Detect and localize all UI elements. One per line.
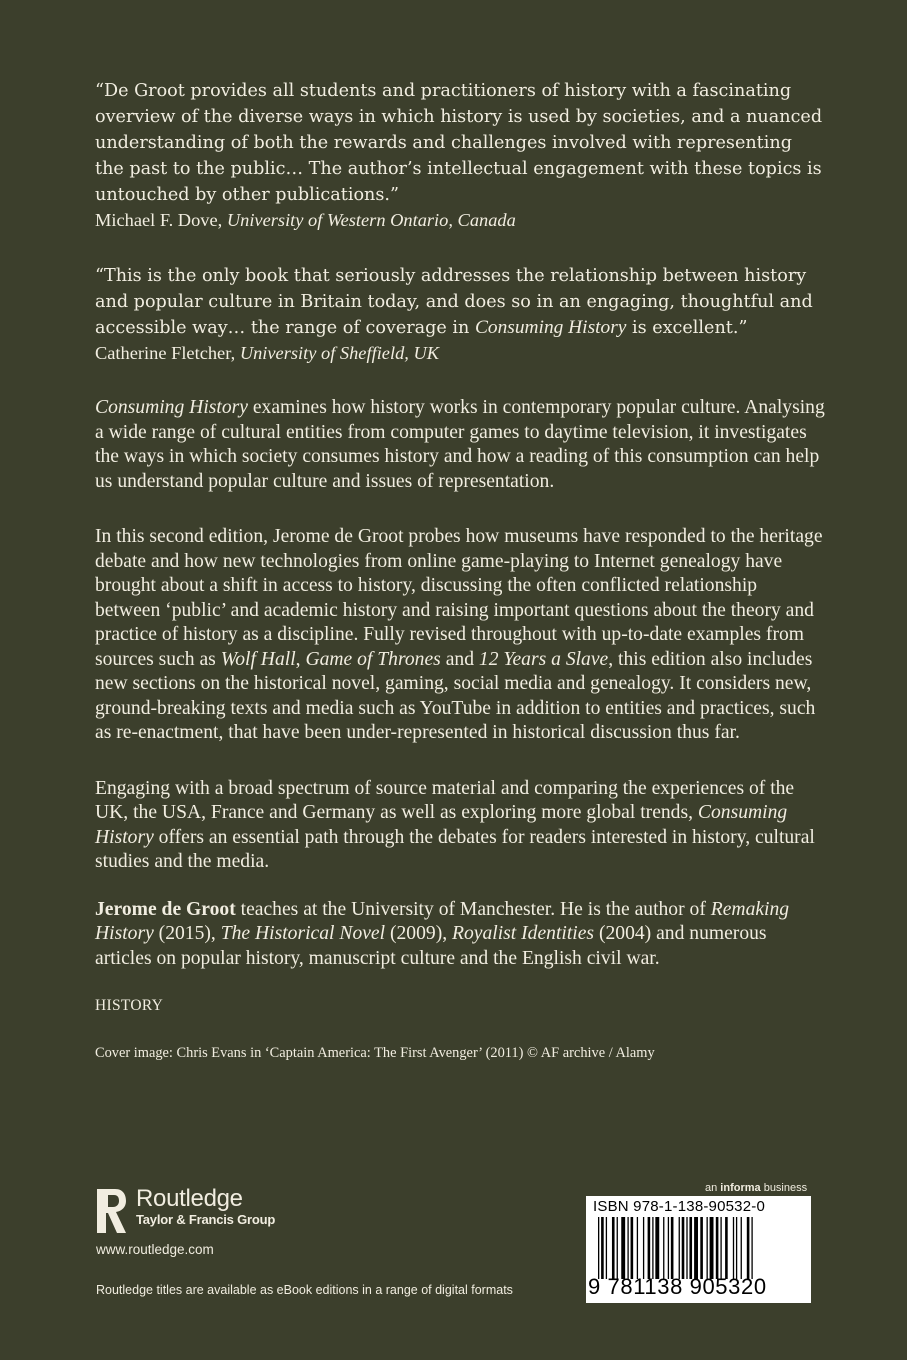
barcode-bar [707, 1217, 708, 1279]
barcode-bar [637, 1217, 638, 1279]
author-bio [95, 898, 825, 972]
barcode-bar [617, 1217, 618, 1279]
para-segment: examines how history works in contemporary popular culture. Analysing a wide range of cultural entities from computer games to daytime television, it investigates the ways in which society consumes history and how a reading of this consumption can help us understand popular culture and issues of representation. [95, 397, 825, 492]
quote-attribution [95, 341, 825, 366]
barcode-bar [668, 1217, 669, 1279]
quote-segment: Consuming History [474, 317, 627, 338]
publisher-group: Taylor & Francis Group [136, 1212, 276, 1227]
barcode-bar [601, 1217, 604, 1279]
review-quote-1 [95, 78, 825, 233]
subject-category: HISTORY [95, 997, 164, 1014]
informa-brand: informa [720, 1182, 761, 1194]
barcode-bar [598, 1217, 599, 1279]
barcode-bar [725, 1217, 728, 1279]
barcode-bar [751, 1217, 752, 1279]
isbn-barcode [586, 1196, 811, 1303]
publisher-name: Routledge [136, 1185, 243, 1212]
para-segment: offers an essential path through the debates for readers interested in history, cultural studies and the media. [95, 826, 815, 872]
barcode-bar [682, 1217, 685, 1279]
author-name: Jerome de Groot [95, 898, 236, 920]
para-segment: , [295, 648, 306, 670]
barcode-bar [631, 1217, 634, 1279]
publisher-logo-area [96, 1186, 275, 1257]
quote-text [95, 78, 825, 208]
quote-segment: is excellent.” [626, 318, 748, 338]
informa-tagline [705, 1182, 807, 1194]
barcode-bar [627, 1217, 628, 1279]
para-segment: Game of Thrones [305, 648, 441, 670]
barcode-bar [612, 1217, 615, 1279]
barcode-bar [663, 1217, 664, 1279]
quote-author: Catherine Fletcher, [95, 343, 240, 363]
barcode-bar [648, 1217, 651, 1279]
bio-segment: teaches at the University of Manchester. He is the author of [235, 898, 711, 920]
quote-segment: “This is the only book that seriously addresses the relationship between history and popular culture in Britain today, and does so in an engaging, thoughtful and accessible way… the range of coverage in [95, 266, 813, 338]
quote-segment: “De Groot provides all students and practitioners of history with a fascinating overview of the diverse ways in which history is used by societies, and a nuanced understanding of both the rewards and challenges involved with representing the past to the public… The author’s intellectual engagement with these topics is untouched by other publications.” [95, 81, 823, 205]
barcode-bar [686, 1217, 687, 1279]
cover-credit: Cover image: Chris Evans in ‘Captain America: The First Avenger’ (2011) © AF archive / Alamy [95, 1045, 655, 1061]
quote-text [95, 263, 825, 341]
barcode-bar [710, 1217, 714, 1279]
barcode-bar [621, 1217, 625, 1279]
barcode-bar [733, 1217, 734, 1279]
routledge-logo-icon [96, 1186, 128, 1236]
para-segment: Consuming History [95, 802, 788, 848]
para-segment: and [440, 648, 479, 670]
publisher-url[interactable]: www.routledge.com [96, 1242, 214, 1257]
barcode-bar [671, 1217, 674, 1279]
bio-segment: Royalist Identities [452, 923, 595, 944]
para-segment: 12 Years a Slave [478, 648, 609, 670]
barcode-bar [700, 1217, 703, 1279]
bio-segment: (2015), [153, 923, 221, 944]
para-segment: Consuming History [95, 397, 248, 418]
bio-segment: (2004) and numerous articles on popular history, manuscript culture and the English civil war. [95, 923, 767, 969]
barcode-bar [689, 1217, 692, 1279]
barcode-bar [736, 1217, 737, 1279]
para-segment: Wolf Hall [220, 648, 296, 670]
informa-suffix: business [760, 1182, 808, 1194]
barcode-bar [606, 1217, 607, 1279]
para-segment: Engaging with a broad spectrum of source material and comparing the experiences of the UK, the USA, France and Germany as well as exploring more global trends, [95, 777, 795, 823]
quote-affiliation: University of Sheffield, UK [239, 343, 440, 363]
ebook-note: Routledge titles are available as eBook editions in a range of digital formats [96, 1283, 513, 1297]
barcode-bar [716, 1217, 719, 1279]
barcode-bar [652, 1217, 653, 1279]
bio-segment: (2009), [385, 923, 453, 944]
back-cover-text [95, 78, 825, 1062]
quote-affiliation: University of Western Ontario, Canada [226, 210, 516, 230]
barcode-bar [655, 1217, 659, 1279]
barcode-bar [720, 1217, 721, 1279]
barcode-bar [643, 1217, 644, 1279]
description-paragraph-1 [95, 396, 825, 494]
bio-segment: The Historical Novel [220, 923, 386, 944]
informa-prefix: an [705, 1182, 721, 1194]
review-quote-2 [95, 263, 825, 366]
para-segment: In this second edition, Jerome de Groot probes how museums have responded to the heritage debate and how new technologies from online game-playing to Internet genealogy have brought about a shift in access to history, discussing the often conflicted relationship between ‘public’ and academic history and raising important questions about the theory and practice of history as a discipline. Fully revised throughout with up-to-date examples from sources such as [95, 526, 823, 670]
description-paragraph-2 [95, 525, 825, 746]
barcode-bar [679, 1217, 680, 1279]
quote-attribution [95, 208, 825, 233]
isbn-label: ISBN 978-1-138-90532-0 [593, 1198, 766, 1215]
barcode-bar [747, 1217, 750, 1279]
barcode-bar [741, 1217, 742, 1279]
description-paragraph-3 [95, 777, 825, 875]
bio-segment: Remaking History [95, 898, 790, 944]
barcode-digits: 9 781138 905320 [588, 1274, 767, 1299]
quote-author: Michael F. Dove, [95, 210, 227, 230]
barcode-bars [598, 1217, 802, 1279]
para-segment: , this edition also includes new sections on the historical novel, gaming, social media and genealogy. It considers new, ground-breaking texts and media such as YouTube in addition to entities and practices, such as re-enactment, that have been under-represented in historical discussion thus far. [95, 648, 816, 743]
barcode-bar [694, 1217, 698, 1279]
